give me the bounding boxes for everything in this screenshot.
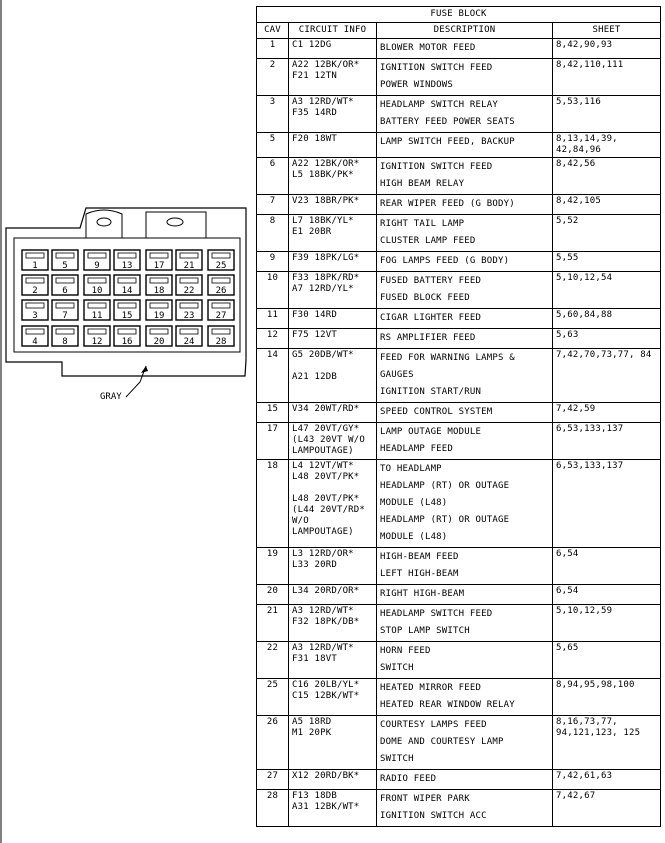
circuit-line: A3 12RD/WT* bbox=[292, 643, 354, 653]
circuit-line: X12 20RD/BK* bbox=[292, 771, 360, 781]
circuit-line: F30 14RD bbox=[292, 310, 337, 320]
circuit-info-cell bbox=[289, 96, 377, 133]
cav-cell: 21 bbox=[257, 605, 289, 642]
description-line: HORN FEED bbox=[380, 646, 431, 656]
circuit-info-cell bbox=[289, 423, 377, 460]
circuit-info-cell bbox=[289, 460, 377, 548]
table-row bbox=[257, 403, 661, 423]
circuit-line: (L43 20VT W/O bbox=[292, 435, 366, 445]
sheet-cell: 5,60,84,88 bbox=[553, 309, 661, 329]
description-cell bbox=[377, 605, 553, 642]
circuit-line: (L44 20VT/RD* bbox=[292, 505, 366, 515]
table-row bbox=[257, 790, 661, 827]
cavity-7 bbox=[52, 300, 78, 321]
cav-cell: 7 bbox=[257, 195, 289, 215]
description-line: RIGHT HIGH-BEAM bbox=[380, 589, 465, 599]
description-line: FUSED BLOCK FEED bbox=[380, 293, 470, 303]
sheet-cell: 5,52 bbox=[553, 215, 661, 252]
circuit-info-cell bbox=[289, 59, 377, 96]
description-line: RS AMPLIFIER FEED bbox=[380, 333, 476, 343]
description-line: COURTESY LAMPS FEED bbox=[380, 720, 487, 730]
circuit-line: F20 18WT bbox=[292, 134, 337, 144]
description-line: SWITCH bbox=[380, 754, 414, 764]
cavity-28 bbox=[208, 326, 234, 347]
table-row bbox=[257, 215, 661, 252]
circuit-line: C15 12BK/WT* bbox=[292, 691, 360, 701]
cavity-number: 26 bbox=[215, 286, 227, 296]
sheet-cell: 8,13,14,39, 42,84,96 bbox=[553, 133, 661, 158]
circuit-info-cell bbox=[289, 39, 377, 59]
circuit-line: L7 18BK/YL* bbox=[292, 216, 354, 226]
description-cell bbox=[377, 679, 553, 716]
cav-cell: 3 bbox=[257, 96, 289, 133]
cavity-10 bbox=[84, 275, 110, 296]
description-cell bbox=[377, 349, 553, 403]
description-line: HEADLAMP (RT) OR OUTAGE bbox=[380, 481, 510, 491]
cavity-2 bbox=[22, 275, 48, 296]
connector-color-text: GRAY bbox=[100, 392, 122, 402]
table-row bbox=[257, 59, 661, 96]
circuit-line: F32 18PK/DB* bbox=[292, 617, 360, 627]
description-line: SPEED CONTROL SYSTEM bbox=[380, 407, 493, 417]
cavity-number: 24 bbox=[183, 337, 195, 347]
sheet-cell: 6,54 bbox=[553, 585, 661, 605]
description-line: SWITCH bbox=[380, 663, 414, 673]
sheet-cell: 7,42,70,73,77, 84 bbox=[553, 349, 661, 403]
table-row bbox=[257, 716, 661, 770]
cavity-grid bbox=[22, 250, 234, 347]
cavity-number: 28 bbox=[215, 337, 227, 347]
table-row bbox=[257, 272, 661, 309]
description-line: MODULE (L48) bbox=[380, 498, 448, 508]
cavity-8 bbox=[52, 326, 78, 347]
circuit-line: A22 12BK/OR* bbox=[292, 159, 360, 169]
circuit-line: C16 20LB/YL* bbox=[292, 680, 360, 690]
description-line: FRONT WIPER PARK bbox=[380, 794, 470, 804]
cav-cell: 8 bbox=[257, 215, 289, 252]
circuit-info-cell bbox=[289, 770, 377, 790]
cav-cell: 12 bbox=[257, 329, 289, 349]
cav-cell: 17 bbox=[257, 423, 289, 460]
circuit-info-cell bbox=[289, 195, 377, 215]
cavity-3 bbox=[22, 300, 48, 321]
cav-cell: 15 bbox=[257, 403, 289, 423]
description-cell bbox=[377, 790, 553, 827]
description-line: FUSED BATTERY FEED bbox=[380, 276, 482, 286]
circuit-info-cell bbox=[289, 716, 377, 770]
circuit-info-cell bbox=[289, 605, 377, 642]
circuit-line: F21 12TN bbox=[292, 71, 337, 81]
description-cell bbox=[377, 272, 553, 309]
circuit-info-cell bbox=[289, 548, 377, 585]
cavity-5 bbox=[52, 250, 78, 271]
circuit-line: A3 12RD/WT* bbox=[292, 606, 354, 616]
circuit-line bbox=[292, 483, 373, 494]
cav-cell: 2 bbox=[257, 59, 289, 96]
cavity-number: 12 bbox=[91, 337, 103, 347]
description-line: LAMP OUTAGE MODULE bbox=[380, 427, 482, 437]
description-line: HEATED REAR WINDOW RELAY bbox=[380, 700, 515, 710]
cavity-22 bbox=[176, 275, 202, 296]
cav-cell: 20 bbox=[257, 585, 289, 605]
description-line: HIGH-BEAM FEED bbox=[380, 552, 459, 562]
circuit-line: A31 12BK/WT* bbox=[292, 802, 360, 812]
cavity-number: 17 bbox=[153, 261, 165, 271]
table-row bbox=[257, 39, 661, 59]
table-row bbox=[257, 133, 661, 158]
circuit-info-cell bbox=[289, 349, 377, 403]
table-row bbox=[257, 329, 661, 349]
table-row bbox=[257, 585, 661, 605]
table-row bbox=[257, 309, 661, 329]
sheet-cell: 6,53,133,137 bbox=[553, 423, 661, 460]
circuit-line: F75 12VT bbox=[292, 330, 337, 340]
table-row bbox=[257, 548, 661, 585]
description-cell bbox=[377, 252, 553, 272]
cavity-13 bbox=[114, 250, 140, 271]
cavity-number: 10 bbox=[91, 286, 103, 296]
circuit-info-cell bbox=[289, 585, 377, 605]
table-row bbox=[257, 252, 661, 272]
circuit-info-cell bbox=[289, 790, 377, 827]
circuit-line: L47 20VT/GY* bbox=[292, 424, 360, 434]
description-cell bbox=[377, 585, 553, 605]
table-row bbox=[257, 460, 661, 548]
description-line: HIGH BEAM RELAY bbox=[380, 179, 465, 189]
cavity-27 bbox=[208, 300, 234, 321]
fuse-block-table bbox=[256, 6, 661, 827]
cavity-number: 5 bbox=[62, 261, 68, 271]
description-line: CLUSTER LAMP FEED bbox=[380, 236, 476, 246]
description-cell bbox=[377, 96, 553, 133]
circuit-line: L33 20RD bbox=[292, 560, 337, 570]
description-cell bbox=[377, 403, 553, 423]
description-line: BATTERY FEED POWER SEATS bbox=[380, 117, 515, 127]
cavity-1 bbox=[22, 250, 48, 271]
description-line: BLOWER MOTOR FEED bbox=[380, 43, 476, 53]
circuit-line: F39 18PK/LG* bbox=[292, 253, 360, 263]
sheet-cell: 5,10,12,54 bbox=[553, 272, 661, 309]
sheet-cell: 5,63 bbox=[553, 329, 661, 349]
cavity-9 bbox=[84, 250, 110, 271]
connector-color-label bbox=[100, 366, 148, 402]
description-line: LEFT HIGH-BEAM bbox=[380, 569, 459, 579]
sheet-cell: 8,42,90,93 bbox=[553, 39, 661, 59]
circuit-line: A3 12RD/WT* bbox=[292, 97, 354, 107]
description-line: IGNITION START/RUN bbox=[380, 387, 482, 397]
circuit-line bbox=[292, 361, 373, 372]
description-cell bbox=[377, 215, 553, 252]
cavity-number: 20 bbox=[153, 337, 165, 347]
table-row bbox=[257, 770, 661, 790]
cav-cell: 11 bbox=[257, 309, 289, 329]
circuit-line: L3 12RD/OR* bbox=[292, 549, 354, 559]
description-line: IGNITION SWITCH ACC bbox=[380, 811, 487, 821]
description-line: IGNITION SWITCH FEED bbox=[380, 63, 493, 73]
circuit-line: F33 18PK/RD* bbox=[292, 273, 360, 283]
circuit-info-cell bbox=[289, 403, 377, 423]
description-cell bbox=[377, 642, 553, 679]
cavity-number: 9 bbox=[94, 261, 100, 271]
sheet-cell: 7,42,61,63 bbox=[553, 770, 661, 790]
cavity-number: 7 bbox=[62, 311, 68, 321]
cav-cell: 1 bbox=[257, 39, 289, 59]
circuit-line: F35 14RD bbox=[292, 108, 337, 118]
sheet-cell: 5,10,12,59 bbox=[553, 605, 661, 642]
description-line: RADIO FEED bbox=[380, 774, 437, 784]
description-line: HEADLAMP (RT) OR OUTAGE bbox=[380, 515, 510, 525]
cavity-number: 14 bbox=[121, 286, 133, 296]
header-circuit-info: CIRCUIT INFO bbox=[289, 23, 377, 39]
description-cell bbox=[377, 770, 553, 790]
circuit-line: G5 20DB/WT* bbox=[292, 350, 354, 360]
cavity-17 bbox=[146, 250, 172, 271]
circuit-info-cell bbox=[289, 272, 377, 309]
cavity-number: 23 bbox=[183, 311, 195, 321]
description-line: HEADLAMP SWITCH RELAY bbox=[380, 100, 498, 110]
circuit-info-cell bbox=[289, 642, 377, 679]
circuit-line: W/O bbox=[292, 516, 309, 526]
description-line: HEATED MIRROR FEED bbox=[380, 683, 482, 693]
cavity-number: 18 bbox=[153, 286, 165, 296]
sheet-cell: 8,16,73,77, 94,121,123, 125 bbox=[553, 716, 661, 770]
cavity-14 bbox=[114, 275, 140, 296]
fuse-block-connector-diagram bbox=[0, 0, 256, 843]
sheet-cell: 5,53,116 bbox=[553, 96, 661, 133]
description-cell bbox=[377, 133, 553, 158]
circuit-line: M1 20PK bbox=[292, 728, 332, 738]
circuit-line: A7 12RD/YL* bbox=[292, 284, 354, 294]
cavity-20 bbox=[146, 326, 172, 347]
description-cell bbox=[377, 460, 553, 548]
cavity-21 bbox=[176, 250, 202, 271]
cav-cell: 26 bbox=[257, 716, 289, 770]
cavity-number: 13 bbox=[121, 261, 133, 271]
sheet-cell: 5,65 bbox=[553, 642, 661, 679]
cavity-19 bbox=[146, 300, 172, 321]
cavity-6 bbox=[52, 275, 78, 296]
sheet-cell: 7,42,67 bbox=[553, 790, 661, 827]
circuit-line: A5 18RD bbox=[292, 717, 332, 727]
cav-cell: 5 bbox=[257, 133, 289, 158]
description-line: REAR WIPER FEED (G BODY) bbox=[380, 199, 515, 209]
circuit-line: F31 18VT bbox=[292, 654, 337, 664]
cavity-number: 1 bbox=[32, 261, 38, 271]
cavity-4 bbox=[22, 326, 48, 347]
table-row bbox=[257, 679, 661, 716]
cavity-15 bbox=[114, 300, 140, 321]
sheet-cell: 8,94,95,98,100 bbox=[553, 679, 661, 716]
circuit-line: F13 18DB bbox=[292, 791, 337, 801]
cav-cell: 10 bbox=[257, 272, 289, 309]
circuit-line: LAMPOUTAGE) bbox=[292, 527, 354, 537]
circuit-info-cell bbox=[289, 309, 377, 329]
circuit-info-cell bbox=[289, 158, 377, 195]
cavity-11 bbox=[84, 300, 110, 321]
header-sheet: SHEET bbox=[553, 23, 661, 39]
cav-cell: 27 bbox=[257, 770, 289, 790]
circuit-info-cell bbox=[289, 679, 377, 716]
cavity-number: 19 bbox=[153, 311, 165, 321]
cavity-number: 2 bbox=[32, 286, 38, 296]
latch-tabs bbox=[86, 210, 206, 238]
cavity-number: 11 bbox=[91, 311, 103, 321]
cav-cell: 22 bbox=[257, 642, 289, 679]
cavity-24 bbox=[176, 326, 202, 347]
table-row bbox=[257, 605, 661, 642]
description-line: HEADLAMP FEED bbox=[380, 444, 454, 454]
header-description: DESCRIPTION bbox=[377, 23, 553, 39]
cavity-18 bbox=[146, 275, 172, 296]
description-line: FOG LAMPS FEED (G BODY) bbox=[380, 256, 510, 266]
circuit-line: L4 12VT/WT* bbox=[292, 461, 354, 471]
description-line: FEED FOR WARNING LAMPS & bbox=[380, 353, 515, 363]
table-row bbox=[257, 195, 661, 215]
circuit-line: L48 20VT/PK* bbox=[292, 494, 360, 504]
sheet-cell: 7,42,59 bbox=[553, 403, 661, 423]
table-row bbox=[257, 96, 661, 133]
sheet-cell: 6,54 bbox=[553, 548, 661, 585]
cav-cell: 28 bbox=[257, 790, 289, 827]
circuit-line: V23 18BR/PK* bbox=[292, 196, 360, 206]
cavity-number: 27 bbox=[215, 311, 227, 321]
cavity-number: 8 bbox=[62, 337, 68, 347]
table-row bbox=[257, 642, 661, 679]
cavity-16 bbox=[114, 326, 140, 347]
cavity-23 bbox=[176, 300, 202, 321]
cavity-number: 16 bbox=[121, 337, 133, 347]
cavity-25 bbox=[208, 250, 234, 271]
cav-cell: 9 bbox=[257, 252, 289, 272]
description-cell bbox=[377, 329, 553, 349]
sheet-cell: 8,42,105 bbox=[553, 195, 661, 215]
description-line: RIGHT TAIL LAMP bbox=[380, 219, 465, 229]
table-row bbox=[257, 423, 661, 460]
cav-cell: 19 bbox=[257, 548, 289, 585]
description-cell bbox=[377, 548, 553, 585]
circuit-info-cell bbox=[289, 133, 377, 158]
description-cell bbox=[377, 716, 553, 770]
description-line: LAMP SWITCH FEED, BACKUP bbox=[380, 137, 515, 147]
description-line: CIGAR LIGHTER FEED bbox=[380, 313, 482, 323]
circuit-line: V34 20WT/RD* bbox=[292, 404, 360, 414]
table-row bbox=[257, 349, 661, 403]
cavity-number: 3 bbox=[32, 311, 38, 321]
sheet-cell: 8,42,110,111 bbox=[553, 59, 661, 96]
circuit-info-cell bbox=[289, 215, 377, 252]
circuit-line: C1 12DG bbox=[292, 40, 332, 50]
circuit-line: LAMPOUTAGE) bbox=[292, 446, 354, 456]
sheet-cell: 8,42,56 bbox=[553, 158, 661, 195]
circuit-line: L48 20VT/PK* bbox=[292, 472, 360, 482]
description-cell bbox=[377, 158, 553, 195]
description-line: MODULE (L48) bbox=[380, 532, 448, 542]
description-cell bbox=[377, 195, 553, 215]
cavity-number: 6 bbox=[62, 286, 68, 296]
description-line: GAUGES bbox=[380, 370, 414, 380]
cav-cell: 18 bbox=[257, 460, 289, 548]
cavity-number: 4 bbox=[32, 337, 38, 347]
circuit-line: L5 18BK/PK* bbox=[292, 170, 354, 180]
description-cell bbox=[377, 423, 553, 460]
circuit-line: A22 12BK/OR* bbox=[292, 60, 360, 70]
description-line: STOP LAMP SWITCH bbox=[380, 626, 470, 636]
table-body bbox=[257, 39, 661, 827]
cav-cell: 6 bbox=[257, 158, 289, 195]
table-title: FUSE BLOCK bbox=[257, 7, 661, 23]
cavity-26 bbox=[208, 275, 234, 296]
circuit-info-cell bbox=[289, 329, 377, 349]
cavity-12 bbox=[84, 326, 110, 347]
circuit-line: E1 20BR bbox=[292, 227, 332, 237]
description-line: POWER WINDOWS bbox=[380, 80, 454, 90]
description-cell bbox=[377, 309, 553, 329]
table-row bbox=[257, 158, 661, 195]
description-cell bbox=[377, 39, 553, 59]
circuit-line: A21 12DB bbox=[292, 372, 337, 382]
sheet-cell: 6,53,133,137 bbox=[553, 460, 661, 548]
cavity-number: 25 bbox=[215, 261, 227, 271]
circuit-line: L34 20RD/OR* bbox=[292, 586, 360, 596]
cavity-number: 15 bbox=[121, 311, 133, 321]
cav-cell: 25 bbox=[257, 679, 289, 716]
description-line: DOME AND COURTESY LAMP bbox=[380, 737, 504, 747]
description-line: HEADLAMP SWITCH FEED bbox=[380, 609, 493, 619]
description-line: TO HEADLAMP bbox=[380, 464, 442, 474]
header-cav: CAV bbox=[257, 23, 289, 39]
cav-cell: 14 bbox=[257, 349, 289, 403]
cavity-number: 22 bbox=[183, 286, 195, 296]
sheet-cell: 5,55 bbox=[553, 252, 661, 272]
cavity-number: 21 bbox=[183, 261, 195, 271]
circuit-info-cell bbox=[289, 252, 377, 272]
description-line: IGNITION SWITCH FEED bbox=[380, 162, 493, 172]
description-cell bbox=[377, 59, 553, 96]
